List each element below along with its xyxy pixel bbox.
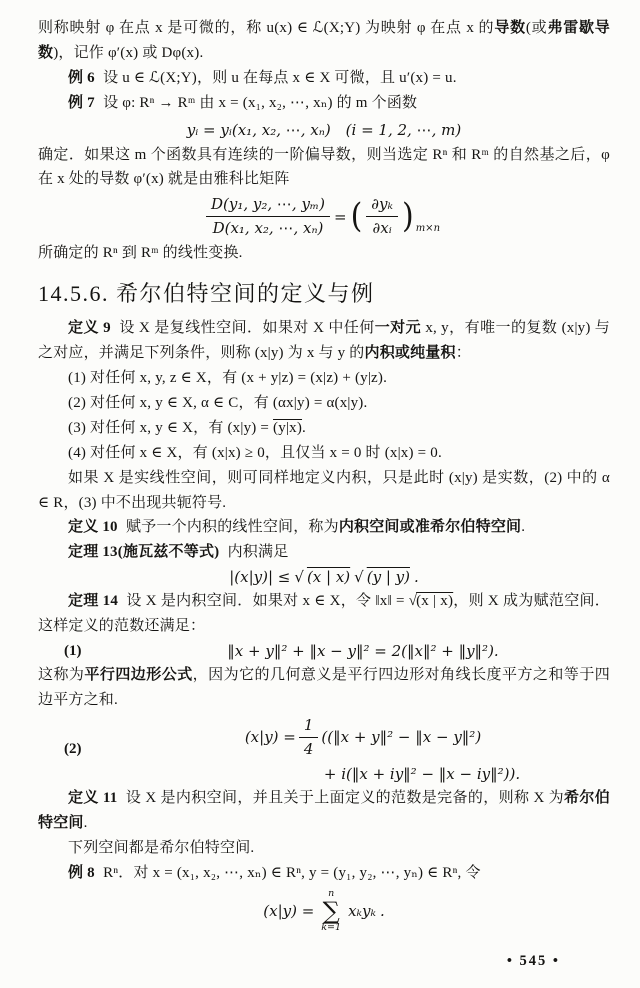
formula-schwarz-inequality bbox=[38, 568, 610, 586]
fraction-denominator: ∂xᵢ bbox=[372, 219, 392, 238]
section-heading: 14.5.6. 希尔伯特空间的定义与例 bbox=[38, 280, 375, 306]
text-run: (2) 对任何 x, y ∈ X, α ∈ C，有 (αx|y) = α(x|y). bbox=[68, 395, 368, 411]
text-run: 赋予一个内积的线性空间，称为 bbox=[126, 519, 339, 536]
radicand: (y | y) bbox=[366, 568, 410, 587]
formula-text: ((‖x + y‖² − ‖x − y‖²) bbox=[321, 728, 482, 747]
definition-10-label: 定义 10 bbox=[68, 519, 118, 536]
fraction-denominator: D(x₁, x₂, ⋯, xₙ) bbox=[212, 219, 324, 238]
formula-text: (x|y) = bbox=[263, 902, 315, 921]
text-run: 所确定的 Rⁿ 到 Rᵐ 的线性变换. bbox=[38, 244, 243, 261]
example-8-label: 例 8 bbox=[68, 864, 95, 881]
text-run: 这称为 bbox=[38, 667, 85, 684]
sigma-icon: ∑ bbox=[322, 897, 340, 926]
formula-text: yᵢ = yᵢ(x₁, x₂, ⋯, xₙ) (i = 1, 2, ⋯, m) bbox=[186, 120, 462, 139]
text-run: 下列空间都是希尔伯特空间. bbox=[68, 840, 255, 857]
formula-component-functions bbox=[38, 119, 610, 140]
equals-sign: = bbox=[333, 207, 347, 226]
theorem-13-label: 定理 13(施瓦兹不等式) bbox=[68, 544, 220, 561]
sum-lower-limit: k=1 bbox=[321, 922, 342, 934]
fraction-numerator: D(y₁, y₂, ⋯, yₘ) bbox=[206, 195, 330, 217]
paragraph-example-7 bbox=[38, 91, 610, 116]
left-paren: ( bbox=[350, 196, 363, 236]
sum-upper-limit: n bbox=[328, 887, 335, 899]
paragraph-example-8 bbox=[38, 861, 610, 886]
paragraph-hilbert-examples-intro bbox=[38, 836, 610, 861]
formula-parallelogram-law bbox=[38, 642, 610, 660]
definition-9-label: 定义 9 bbox=[68, 320, 111, 337]
paragraph-condition-2 bbox=[38, 391, 610, 416]
radical-sign: √ bbox=[354, 568, 364, 587]
formula-body: ‖x + y‖² + ‖x − y‖² = 2(‖x‖² + ‖y‖²). bbox=[227, 642, 499, 661]
text-run: 设 X 是内积空间，并且关于上面定义的范数是完备的，则称 X 为 bbox=[125, 790, 565, 807]
example-7-label: 例 7 bbox=[68, 94, 95, 111]
theorem-14-label: 定理 14 bbox=[68, 593, 119, 610]
bold-term-inner-product: 内积或纯量积 bbox=[364, 345, 456, 362]
page-number: • 545 • bbox=[506, 953, 560, 969]
paragraph-theorem-13 bbox=[38, 540, 610, 565]
fraction-denominator: 4 bbox=[303, 739, 314, 758]
matrix-dimension-subscript: m×n bbox=[415, 223, 441, 235]
text-run: . bbox=[83, 815, 88, 832]
text-run: ： bbox=[455, 345, 471, 362]
paragraph-derivative-intro bbox=[38, 16, 610, 66]
partial-derivative-fraction bbox=[366, 195, 398, 238]
text-run: . bbox=[302, 419, 306, 436]
formula-line-2 bbox=[206, 765, 520, 783]
bold-term-hilbert-space: 希尔伯特空间 bbox=[38, 790, 610, 832]
bold-term-parallelogram: 平行四边形公式 bbox=[84, 667, 193, 684]
conjugate-overline: (y|x) bbox=[273, 419, 303, 436]
formula-number: (1) bbox=[64, 642, 82, 659]
paragraph-condition-1 bbox=[38, 366, 610, 391]
summation-symbol bbox=[321, 889, 341, 934]
text-run: )，记作 φ′(x) 或 Dφ(x). bbox=[53, 44, 204, 61]
text-run: ，因为它的几何意义是平行四边形对角线长度平方之和等于四边平方之和. bbox=[38, 667, 610, 708]
bold-term-derivative: 导数 bbox=[494, 20, 526, 36]
text-run: 内积满足 bbox=[227, 544, 289, 561]
text-run: (4) 对任何 x ∈ X，有 (x|x) ≥ 0，且仅当 x = 0 时 (x|x) = 0. bbox=[68, 444, 442, 461]
bold-term-frechet: 弗雷歇导数 bbox=[38, 20, 610, 61]
formula-jacobian-matrix bbox=[38, 195, 610, 238]
formula-line-1 bbox=[245, 716, 481, 759]
bold-term-pair: 一对元 bbox=[374, 320, 422, 337]
formula-text: . bbox=[413, 568, 419, 587]
bold-term-pre-hilbert: 内积空间或准希尔伯特空间 bbox=[338, 519, 522, 536]
formula-text: |(x|y)| ≤ bbox=[229, 568, 291, 587]
fraction-numerator: ∂yₖ bbox=[366, 195, 398, 217]
formula-polarization-identity bbox=[38, 716, 610, 784]
paragraph-theorem-14 bbox=[38, 589, 610, 639]
radical-sign: √ bbox=[294, 568, 304, 587]
radical-sign: √ bbox=[408, 593, 418, 610]
text-run: (1) 对任何 x, y, z ∈ X，有 (x + y|z) = (x|z) + (y|z). bbox=[68, 370, 388, 387]
formula-euclidean-inner-product bbox=[38, 889, 610, 934]
formula-text: + i(‖x + iy‖² − ‖x − iy‖²)). bbox=[323, 765, 521, 784]
text-run: 则称映射 φ 在点 x 是可微的，称 u(x) ∈ ℒ(X;Y) 为映射 φ 在点 x 的 bbox=[38, 20, 495, 36]
text-run: ，则 X 成为赋范空间．这样定义的范数还满足： bbox=[38, 593, 610, 635]
text-run: 设 φ: Rⁿ → Rᵐ 由 x = (x₁, x₂, ⋯, xₙ) 的 m 个函数 bbox=[103, 94, 418, 111]
formula-text: xₖyₖ bbox=[348, 902, 376, 921]
paragraph-definition-9 bbox=[38, 316, 610, 366]
jacobian-fraction bbox=[206, 195, 330, 238]
right-paren: ) bbox=[401, 196, 414, 236]
formula-text: (x|y) = bbox=[244, 728, 296, 747]
text-run: 确定．如果这 m 个函数具有连续的一阶偏导数，则当选定 Rⁿ 和 Rᵐ 的自然基之后，φ 在 x 处的导数 φ′(x) 就是由雅科比矩阵 bbox=[38, 146, 610, 188]
text-run: x, y，有唯一的复数 (x|y) 与之对应，并满足下列条件，则称 (x|y) 为 x 与 y 的 bbox=[38, 320, 610, 362]
paragraph-condition-4 bbox=[38, 441, 610, 466]
radicand: (x | x) bbox=[306, 568, 351, 587]
formula-number: (2) bbox=[64, 741, 82, 758]
text-run: 设 u ∈ ℒ(X;Y)，则 u 在每点 x ∈ X 可微，且 u′(x) = u. bbox=[103, 69, 457, 86]
paragraph-definition-11 bbox=[38, 786, 610, 836]
formula-text: . bbox=[379, 902, 385, 921]
text-run: 设 X 是内积空间．如果对 x ∈ X，令 ‖x‖ = bbox=[126, 593, 409, 610]
text-run: (或 bbox=[525, 20, 548, 36]
text-run: 设 X 是复线性空间．如果对 X 中任何 bbox=[119, 320, 375, 337]
text-run: . bbox=[521, 519, 526, 536]
paragraph-parallelogram-note bbox=[38, 663, 610, 713]
paragraph-real-space-note bbox=[38, 466, 610, 516]
formula-body bbox=[116, 716, 610, 784]
text-run: Rⁿ．对 x = (x₁, x₂, ⋯, xₙ) ∈ Rⁿ, y = (y₁, y₂, ⋯, yₙ) ∈ Rⁿ, 令 bbox=[103, 864, 481, 881]
one-quarter-fraction bbox=[299, 716, 319, 759]
definition-11-label: 定义 11 bbox=[68, 790, 118, 807]
paragraph-example-6 bbox=[38, 66, 610, 91]
fraction-numerator: 1 bbox=[299, 716, 319, 738]
example-6-label: 例 6 bbox=[68, 69, 95, 86]
paragraph-jacobian-intro bbox=[38, 143, 610, 193]
paragraph-condition-3 bbox=[38, 416, 610, 441]
paragraph-linear-transform bbox=[38, 241, 610, 266]
text-run: (3) 对任何 x, y ∈ X，有 (x|y) = bbox=[68, 419, 274, 436]
text-run: 如果 X 是实线性空间，则可同样地定义内积，只是此时 (x|y) 是实数，(2) 中的 α ∈ R，(3) 中不出现共轭符号. bbox=[38, 469, 610, 511]
paragraph-definition-10 bbox=[38, 515, 610, 540]
formula-text bbox=[116, 642, 610, 660]
radicand: (x | x) bbox=[416, 593, 454, 610]
